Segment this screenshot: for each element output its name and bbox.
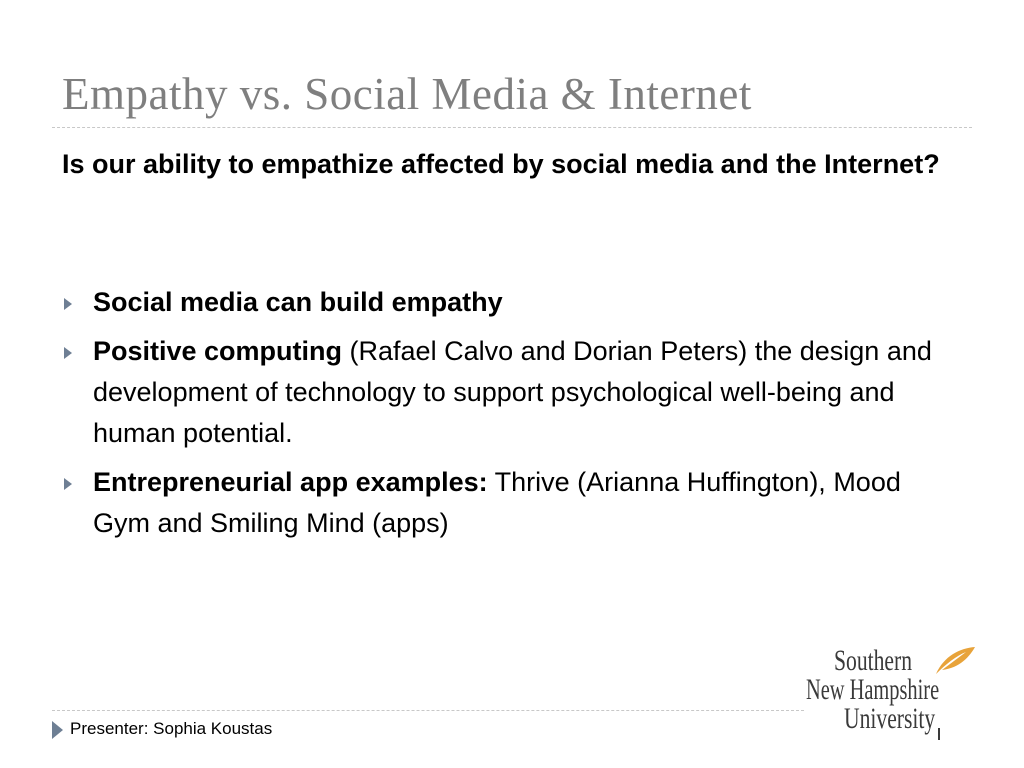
slide-title: Empathy vs. Social Media & Internet [62,69,752,119]
presenter-label: Presenter: Sophia Koustas [70,719,273,738]
bullet-text: Thrive (Arianna Huffington), Mood Gym and Smiling Mind (apps) [93,467,901,538]
bullet-text: (Rafael Calvo and Dorian Peters) the design and development of technology to support psychological well-being and human potential. [93,336,932,448]
slide-subtitle: Is our ability to empathize affected by social media and the Internet? [62,149,940,179]
logo-line-university: University [844,702,936,735]
logo-tick [938,728,940,740]
triangle-bullet-icon [64,347,72,359]
bullet-item-social-media [62,282,942,323]
triangle-bullet-icon [64,298,72,310]
logo-line-southern: Southern [834,644,912,677]
footer-divider [52,710,804,711]
bullet-bold-text: Positive computing [93,336,343,366]
leaf-icon [934,646,976,676]
logo-line-new-hampshire: New Hampshire [806,673,940,706]
bullet-bold-text: Social media can build empathy [93,287,503,317]
triangle-bullet-icon [64,478,72,490]
bullet-list [62,282,942,552]
bullet-bold-text: Entrepreneurial app examples: [93,467,488,497]
snhu-logo [806,644,976,736]
title-divider [52,127,972,128]
bullet-item-app-examples [62,462,942,544]
triangle-arrow-icon [52,721,63,739]
bullet-item-positive-computing [62,331,942,454]
